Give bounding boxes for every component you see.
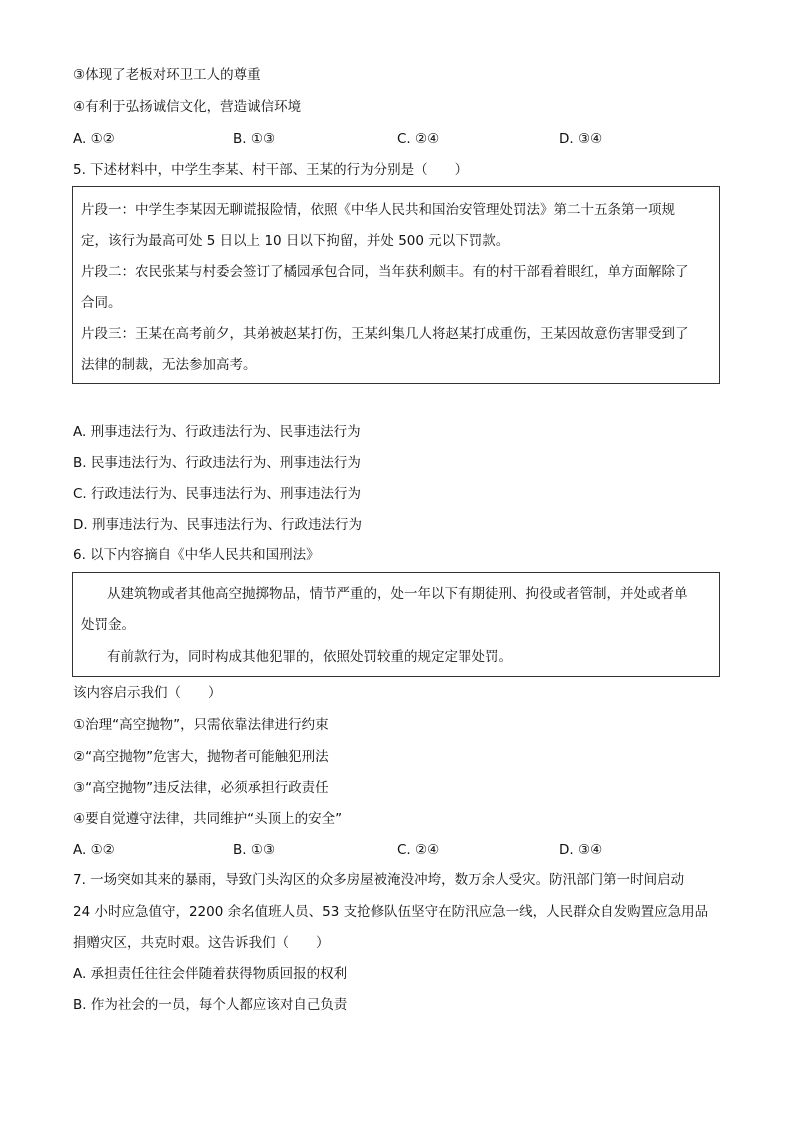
q7-option-a: A. 承担责任往往会伴随着获得物质回报的权利 bbox=[73, 966, 348, 982]
q7-option-b: B. 作为社会的一员，每个人都应该对自己负责 bbox=[73, 997, 348, 1013]
q5-material-line: 片段一：中学生李某因无聊谎报险情，依照《中华人民共和国治安管理处罚法》第二十五条第一项规 bbox=[81, 202, 675, 218]
q7-stem-line: 7. 一场突如其来的暴雨，导致门头沟区的众多房屋被淹没冲垮，数万余人受灾。防汛部门第一时间启动 bbox=[73, 872, 685, 888]
q6-material-line: 有前款行为，同时构成其他犯罪的，依照处罚较重的规定定罪处罚。 bbox=[107, 649, 512, 665]
q7-stem-line: 捐赠灾区，共克时艰。这告诉我们（ ） bbox=[73, 935, 330, 951]
q4-statement-3: ③体现了老板对环卫工人的尊重 bbox=[73, 67, 261, 83]
q7-stem-line: 24 小时应急值守，2200 余名值班人员、53 支抢修队伍坚守在防汛应急一线，人民群众自发购置应急用品 bbox=[73, 904, 709, 920]
q6-option-b: B. ①③ bbox=[233, 842, 276, 858]
q5-option-c: C. 行政违法行为、民事违法行为、刑事违法行为 bbox=[73, 486, 362, 502]
q5-material-line: 片段二：农民张某与村委会签订了橘园承包合同，当年获利颇丰。有的村干部看着眼红，单方面解除了 bbox=[81, 264, 689, 280]
q5-option-b: B. 民事违法行为、行政违法行为、刑事违法行为 bbox=[73, 455, 361, 471]
q6-option-c: C. ②④ bbox=[397, 842, 440, 858]
q5-material-line: 定，该行为最高可处 5 日以上 10 日以下拘留，并处 500 元以下罚款。 bbox=[81, 233, 510, 249]
q6-option-a: A. ①② bbox=[73, 842, 115, 858]
q5-material-box bbox=[72, 186, 720, 384]
q6-statement-2: ②“高空抛物”危害大，抛物者可能触犯刑法 bbox=[73, 749, 329, 765]
q6-option-d: D. ③④ bbox=[559, 842, 603, 858]
q5-material-line: 合同。 bbox=[81, 295, 122, 311]
q6-material-line: 从建筑物或者其他高空抛掷物品，情节严重的，处一年以下有期徒刑、拘役或者管制，并处或者单 bbox=[107, 586, 688, 602]
q6-options bbox=[73, 841, 693, 859]
q6-material-box bbox=[72, 572, 720, 677]
q5-stem: 5. 下述材料中，中学生李某、村干部、王某的行为分别是（ ） bbox=[73, 162, 469, 178]
q6-statement-4: ④要自觉遵守法律，共同维护“头顶上的安全” bbox=[73, 811, 343, 827]
q4-option-a: A. ①② bbox=[73, 131, 115, 147]
q5-option-a: A. 刑事违法行为、行政违法行为、民事违法行为 bbox=[73, 424, 361, 440]
q5-option-d: D. 刑事违法行为、民事违法行为、行政违法行为 bbox=[73, 517, 362, 533]
q6-statement-3: ③“高空抛物”违反法律，必须承担行政责任 bbox=[73, 780, 329, 796]
q6-prompt: 该内容启示我们（ ） bbox=[73, 685, 222, 701]
q5-material-line: 片段三：王某在高考前夕，其弟被赵某打伤，王某纠集几人将赵某打成重伤，王某因故意伤害罪受到了 bbox=[81, 326, 689, 342]
q5-material-line: 法律的制裁，无法参加高考。 bbox=[81, 357, 257, 373]
q4-option-c: C. ②④ bbox=[397, 131, 440, 147]
q6-material-line: 处罚金。 bbox=[81, 617, 135, 633]
q4-statement-4: ④有利于弘扬诚信文化，营造诚信环境 bbox=[73, 99, 302, 115]
q4-option-d: D. ③④ bbox=[559, 131, 603, 147]
q6-statement-1: ①治理“高空抛物”，只需依靠法律进行约束 bbox=[73, 717, 329, 733]
q6-stem: 6. 以下内容摘自《中华人民共和国刑法》 bbox=[73, 547, 320, 563]
q4-option-b: B. ①③ bbox=[233, 131, 276, 147]
q4-options bbox=[73, 130, 693, 148]
